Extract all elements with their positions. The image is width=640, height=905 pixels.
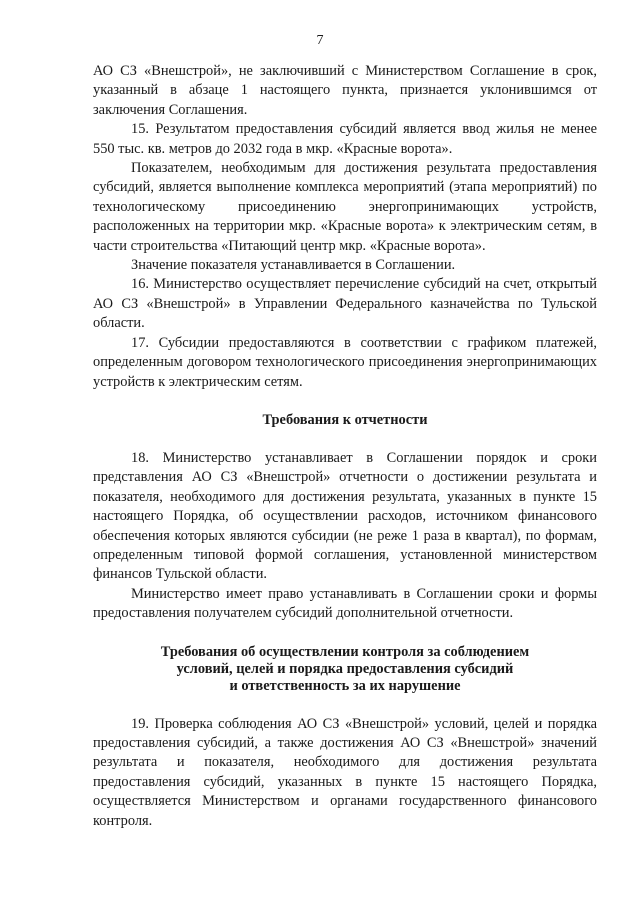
- document-body: [93, 62, 597, 831]
- paragraph: 19. Проверка соблюдения АО СЗ «Внешстрой» условий, целей и порядка предоставления субсидий, а также достижения АО СЗ «Внешстрой» значений результата и показателя, необходимого для достижения результата предоставления субсидий, указанных в пункте 15 настоящего Порядка, осуществляется Министерством и органами государственного финансового контроля.: [93, 715, 597, 829]
- section-heading-reporting: Требования к отчетности: [262, 411, 428, 428]
- paragraph: Значение показателя устанавливается в Соглашении.: [131, 257, 456, 274]
- paragraph: АО СЗ «Внешстрой», не заключивший с Министерством Соглашение в срок, указанный в абзаце 1 настоящего пункта, признается уклонившимся от заключения Соглашения.: [93, 63, 597, 118]
- paragraph: 16. Министерство осуществляет перечисление субсидий на счет, открытый АО СЗ «Внешстрой» в Управлении Федерального казначейства по Тульской области.: [93, 276, 597, 332]
- page-number: 7: [316, 33, 324, 48]
- paragraph: 15. Результатом предоставления субсидий является ввод жилья не менее 550 тыс. кв. метров до 2032 года в мкр. «Красные ворота».: [93, 121, 597, 157]
- paragraph: 18. Министерство устанавливает в Соглашении порядок и сроки представления АО СЗ «Внешстрой» отчетности о достижении результата и показателя, необходимого для достижения результата, указанных в пункте 15 настоящего Порядка, об осуществлении расходов, источником финансового обеспечения которых являются субсидии (не реже 1 раза в квартал), по формам, определенным типовой формой соглашения, установленной министерством финансов Тульской области.: [93, 449, 597, 583]
- section-heading-control: Требования об осуществлении контроля за соблюдением условий, целей и порядка предоставления субсидий и ответственность за их нарушение: [160, 643, 530, 694]
- paragraph: Показателем, необходимым для достижения результата предоставления субсидий, является выполнение комплекса мероприятий (этапа мероприятий) по технологическому присоединению энергопринимающих устройств, расположенных на территории мкр. «Красные ворота» к электрическим сетям, в части строительства «Питающий центр мкр. «Красные ворота».: [93, 160, 597, 254]
- paragraph: 17. Субсидии предоставляются в соответствии с графиком платежей, определенным договором технологического присоединения энергопринимающих устройств к электрическим сетям.: [93, 334, 597, 390]
- paragraph: Министерство имеет право устанавливать в Соглашении сроки и формы предоставления получателем субсидий дополнительной отчетности.: [93, 585, 597, 622]
